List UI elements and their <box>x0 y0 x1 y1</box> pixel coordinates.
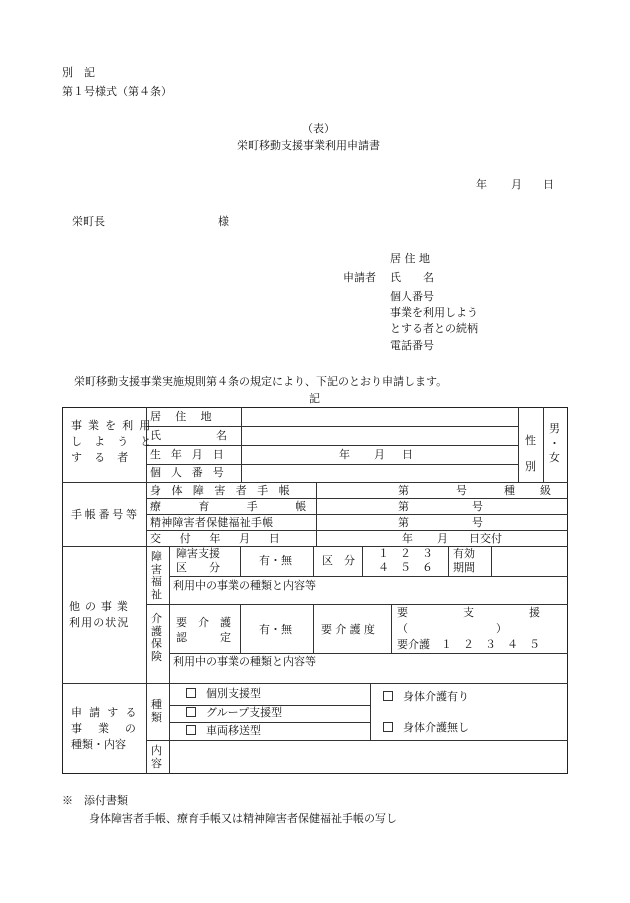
intro-text: 栄町移動支援事業実施規則第４条の規定により、下記のとおり申請します。 <box>74 375 448 388</box>
request-type-label: 種類 <box>151 698 162 724</box>
applicant-number-label: 個人番号 <box>390 290 434 303</box>
issue-day: 日交付 <box>469 532 502 545</box>
type-group-label: グループ支援型 <box>206 706 283 719</box>
attachment-note: 身体障害者手帳、療育手帳又は精神障害者保健福祉手帳の写し <box>89 812 397 825</box>
kubun-numbers-1: １ ２ ３ <box>378 547 433 560</box>
user-section-label-2: しようと <box>71 435 164 448</box>
kubun-label: 区 分 <box>322 554 355 567</box>
applicant-address-label: 居 住 地 <box>390 252 430 265</box>
user-number-label: 個人番号 <box>150 466 234 479</box>
rehab-handbook-label: 療育手帳 <box>150 500 344 513</box>
sex-male: 男 <box>549 422 560 435</box>
form-side: （表） <box>302 122 335 135</box>
mental-handbook-label: 精神障害者保健福祉手帳 <box>150 516 274 529</box>
birth-month: 月 <box>374 448 385 461</box>
request-section-label-1: 申請する <box>71 706 144 719</box>
mental-no-prefix: 第 <box>398 516 409 529</box>
rehab-no-prefix: 第 <box>398 500 409 513</box>
sex-female: 女 <box>549 451 560 464</box>
user-section-label-1: 事業を利用 <box>71 419 157 432</box>
kubun-numbers-2: ４ ５ ６ <box>378 561 433 574</box>
care-yes-no: 有・無 <box>259 623 292 636</box>
form-number: 第１号様式（第４条） <box>62 85 172 98</box>
valid-label-2: 期間 <box>453 561 475 574</box>
sex-separator: ・ <box>549 437 560 450</box>
care-cert-label-2: 認 定 <box>176 631 231 644</box>
date-year: 年 <box>476 178 487 191</box>
appendix-label: 別 記 <box>62 66 95 79</box>
welfare-class-label-1: 障害支援 <box>176 547 220 560</box>
sex-label: 性別 <box>525 434 536 473</box>
user-name-label: 氏名 <box>150 429 282 442</box>
birth-year: 年 <box>339 448 350 461</box>
support-label: 要 支 援 <box>397 606 540 619</box>
welfare-label: 障害福祉 <box>151 550 162 601</box>
care-levels: 要介護 １ ２ ３ ４ ５ <box>397 638 540 651</box>
document-title: 栄町移動支援事業利用申請書 <box>237 139 380 152</box>
other-section-label-1: 他の事業 <box>69 600 133 613</box>
physical-handbook-label: 身体障害者手帳 <box>150 484 301 497</box>
applicant-relation-label-2: とする者との続柄 <box>390 322 478 335</box>
type-group-checkbox[interactable] <box>186 707 196 717</box>
physical-no-prefix: 第 <box>398 484 409 497</box>
care-with-label: 身体介護有り <box>403 690 469 703</box>
applicant-phone-label: 電話番号 <box>390 339 434 352</box>
type-individual-checkbox[interactable] <box>186 688 196 698</box>
date-month: 月 <box>511 178 522 191</box>
welfare-class-label-2: 区 分 <box>176 561 220 574</box>
care-without-option[interactable] <box>383 722 469 735</box>
handbook-section-label: 手帳番号等 <box>71 508 140 521</box>
type-group-option[interactable] <box>186 707 282 720</box>
addressee: 栄町長 <box>72 215 105 228</box>
issue-month: 月 <box>437 532 448 545</box>
valid-label-1: 有効 <box>453 547 475 560</box>
physical-no-suffix: 号 <box>456 484 467 497</box>
welfare-usage-label: 利用中の事業の種類と内容等 <box>173 579 316 592</box>
request-content-label: 内容 <box>151 744 162 770</box>
issue-year: 年 <box>402 532 413 545</box>
type-individual-label: 個別支援型 <box>206 687 261 700</box>
issue-date-label: 交付年月日 <box>150 532 299 545</box>
care-insurance-label: 介護保険 <box>151 612 162 663</box>
user-birth-label: 生年月日 <box>150 448 234 461</box>
support-paren: （ ） <box>397 622 507 635</box>
birth-day: 日 <box>402 448 413 461</box>
applicant-label: 申請者 <box>343 271 376 284</box>
type-individual-option[interactable] <box>186 688 261 701</box>
physical-class: 級 <box>540 484 551 497</box>
date-day: 日 <box>543 178 554 191</box>
welfare-yes-no: 有・無 <box>259 554 292 567</box>
request-section-label-3: 種類・内容 <box>71 738 126 751</box>
care-level-label: 要介護度 <box>321 623 379 636</box>
rehab-no-suffix: 号 <box>472 500 483 513</box>
other-section-label-2: 利用の状況 <box>69 616 130 629</box>
attachment-heading: ※ 添付書類 <box>62 794 128 807</box>
honorific: 様 <box>218 215 229 228</box>
care-with-checkbox[interactable] <box>383 691 393 701</box>
type-vehicle-checkbox[interactable] <box>186 725 196 735</box>
care-usage-label: 利用中の事業の種類と内容等 <box>173 655 316 668</box>
user-section-label-3: する者 <box>71 451 141 464</box>
type-vehicle-label: 車両移送型 <box>206 724 261 737</box>
care-without-label: 身体介護無し <box>403 721 469 734</box>
ki-label: 記 <box>309 392 320 405</box>
care-with-option[interactable] <box>383 691 469 704</box>
care-cert-label-1: 要 介 護 <box>176 616 231 629</box>
applicant-relation-label-1: 事業を利用しよう <box>390 306 478 319</box>
user-address-label: 居住地 <box>150 410 226 423</box>
care-without-checkbox[interactable] <box>383 722 393 732</box>
mental-no-suffix: 号 <box>472 516 483 529</box>
request-section-label-2: 事業の <box>71 722 152 735</box>
physical-grade: 種 <box>504 484 515 497</box>
type-vehicle-option[interactable] <box>186 725 261 738</box>
applicant-name-label: 氏 名 <box>390 271 434 284</box>
